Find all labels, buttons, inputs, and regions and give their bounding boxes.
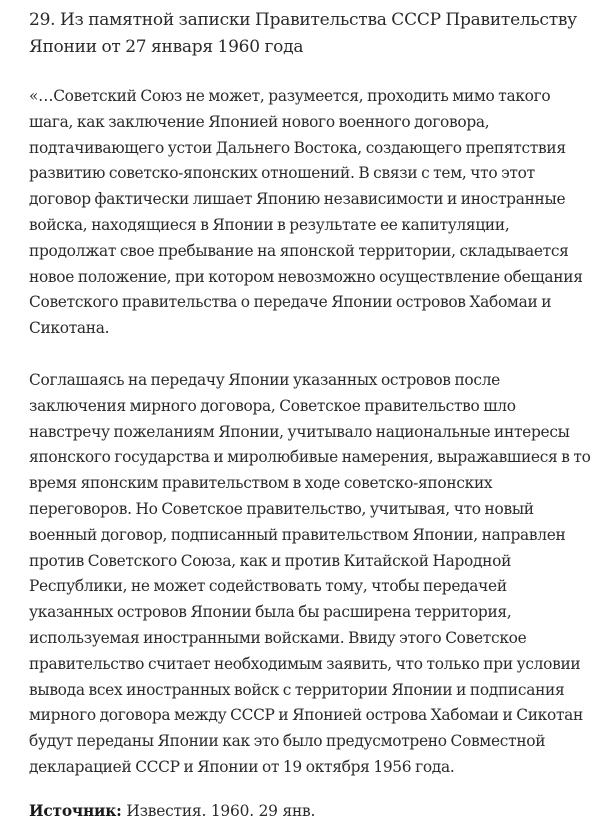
quote-paragraph-2: Соглашаясь на передачу Японии указанных островов после заключения мирного договора, Советское правительство шло навстречу пожеланиям Японии, учитывало национальные интересы японского государства и миролюбивые намерения, выражавшиеся в то время японским правительством в ходе советско-японских переговоров. Но Советское правительство, учитывая, что новый военный договор, подписанный правительством Японии, направлен против Советского Союза, как и против Китайской Народной Республики, не может содействовать тому, чтобы передачей указанных островов Японии была бы расширена территория, используемая иностранными войсками. Ввиду этого Советское правительство считает необходимым заявить, что только при условии вывода всех иностранных войск с территории Японии и подписания мирного договора между СССР и Японией острова Хабомаи и Сикотан будут переданы Японии как это было предусмотрено Совместной декларацией СССР и Японии от 19 октября 1956 года.	[29, 370, 591, 776]
document-heading: 29. Из памятной записки Правительства СССР Правительству Японии от 27 января 1960 года	[29, 10, 577, 57]
source-text: Известия. 1960. 29 янв.	[121, 801, 316, 820]
quote-paragraph-1: «…Советский Союз не может, разумеется, проходить мимо такого шага, как заключение Японией нового военного договора, подтачивающего устои Дальнего Востока, создающего препятствия развитию советско-японских отношений. В связи с тем, что этот договор фактически лишает Японию независимости и иностранные войска, находящиеся в Японии в результате ее капитуляции, продолжат свое пребывание на японской территории, складывается новое положение, при котором невозможно осуществление обещания Советского правительства о передаче Японии островов Хабомаи и Сикотана.	[29, 87, 583, 338]
source-citation	[29, 799, 594, 824]
document-page	[29, 7, 594, 824]
source-label: Источник:	[29, 801, 122, 820]
